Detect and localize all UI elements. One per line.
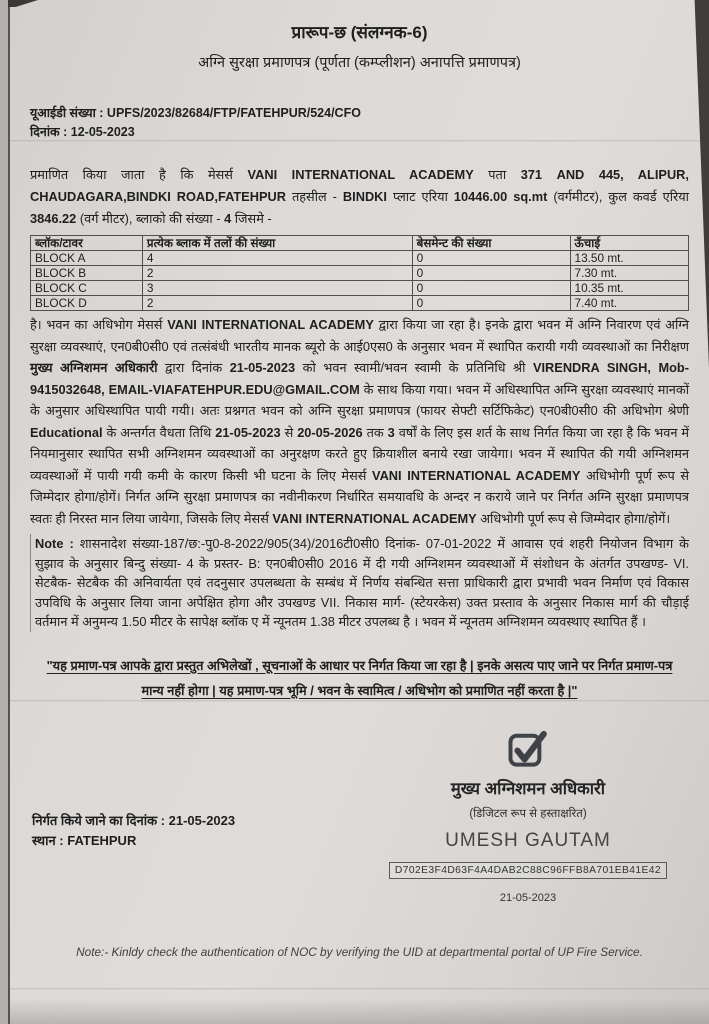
text-run: है। भवन का अधिभोग मेसर्स bbox=[30, 317, 168, 332]
table-cell: 10.35 mt. bbox=[570, 281, 688, 296]
text-run: द्वारा किया जा रहा है। इनके द्वारा भवन में अग्नि निवारण एवं अग्नि सुरक्षा व्यवस्थाएं, एन0बी0सी0 एवं तत्संबंधी भारतीय मानक ब्यूरो के आई0एस0 के अनुसार भवन में स्थापित करायी गयी व्यवस्थाओं का निरीक्षण bbox=[30, 317, 689, 354]
text-run: मुख्य अग्निशमन अधिकारी bbox=[30, 360, 158, 375]
digital-signature-check-icon bbox=[507, 727, 549, 769]
table-cell: 13.50 mt. bbox=[570, 251, 688, 266]
table-row bbox=[31, 296, 689, 311]
table-cell: 7.30 mt. bbox=[570, 266, 688, 281]
text-run: BINDKI bbox=[342, 189, 387, 204]
text-run: VANI INTERNATIONAL ACADEMY bbox=[371, 467, 581, 483]
text-run: प्लाट एरिया bbox=[386, 189, 454, 204]
blocks-table bbox=[30, 235, 689, 311]
table-cell: 0 bbox=[412, 281, 570, 296]
text-run: VANI INTERNATIONAL ACADEMY bbox=[272, 510, 477, 526]
text-run: को भवन स्वामी/भवन स्वामी के प्रतिनिधि श्री bbox=[295, 360, 533, 375]
signature-hash: D702E3F4D63F4A4DAB2C88C96FFB8A701EB41E42 bbox=[389, 862, 667, 879]
text-run: 20-05-2026 bbox=[297, 424, 363, 440]
text-run: 3 bbox=[387, 424, 395, 440]
text-run: के साथ किया गया। भवन में अधिस्थापित अग्नि सुरक्षा व्यवस्थाएं मानकों के अनुसार अधिस्थापित पायी गयी। अतः प्रश्नगत भवन को अग्नि सुरक्षा प्रमाणपत्र (फायर सेफ्टी सर्टिफिकेट) एन0बी0सी0 की अधिभोग श्रेणी bbox=[30, 381, 690, 418]
table-row bbox=[31, 266, 689, 281]
page-title: प्रारूप-छ (संलग्नक-6) bbox=[291, 23, 428, 42]
text-run: (वर्गमीटर), कुल कवर्ड एरिया bbox=[547, 189, 689, 204]
body-paragraph bbox=[30, 314, 689, 529]
signature-date: 21-05-2023 bbox=[499, 891, 557, 904]
paper-crease bbox=[0, 140, 709, 143]
text-run: Note : bbox=[35, 536, 80, 551]
table-cell: 0 bbox=[412, 251, 570, 266]
text-run: प्रमाणित किया जाता है कि मेसर्स bbox=[30, 167, 248, 182]
table-cell: 2 bbox=[142, 296, 412, 311]
page-subtitle: अग्नि सुरक्षा प्रमाणपत्र (पूर्णता (कम्प्लीशन) अनापत्ति प्रमाणपत्र) bbox=[198, 55, 521, 71]
officer-title: मुख्य अग्निशमन अधिकारी bbox=[450, 779, 606, 798]
bottom-section bbox=[30, 709, 689, 1009]
table-header-cell: बेसमेन्ट की संख्या bbox=[412, 236, 570, 251]
table-cell: 3 bbox=[142, 281, 412, 296]
table-body bbox=[31, 251, 689, 311]
table-cell: BLOCK C bbox=[31, 281, 143, 296]
text-run: के अन्तर्गत वैधता तिथि bbox=[102, 424, 216, 440]
table-header-cell: प्रत्येक ब्लाक में तलों की संख्या bbox=[142, 236, 412, 251]
issue-block bbox=[32, 811, 235, 851]
text-run: VANI INTERNATIONAL ACADEMY bbox=[167, 317, 374, 332]
photo-left-margin bbox=[0, 0, 8, 1024]
issued-on-line: निर्गत किये जाने का दिनांक : 21-05-2023 bbox=[32, 812, 236, 828]
meta-block bbox=[30, 104, 689, 142]
footer-note: Note:- Kinldy check the authentication of NOC by verifying the UID at departmental portal of UP Fire Service. bbox=[76, 944, 643, 959]
text-run: Educational bbox=[30, 424, 103, 440]
text-run: शासनादेश संख्या-187/छ:-पु0-8-2022/905(34)/2016टी0सी0 दिनांक- 07-01-2022 में आवास एवं शहरी नियोजन विभाग के सुझाव के अनुसार बिन्दु संख्या- 4 के प्रस्तर- B: एन0बी0सी0 2016 में दी गयी अग्निशमन व्यवस्थाओं में संशोधन के अंतर्गत उपखण्ड- VI. सेटबैक- सेटबैक की अनिवार्यता एवं तदनुसार उपलब्धता के सम्बंध में निर्णय संबन्धित सत्ता प्राधिकारी द्वारा प्रभावी भवन निर्माण एवं विकास उपविधि के अनुसार लिया जाना अपेक्षित होगा और उपखण्ड VII. निकास मार्ग- (स्टेयरकेस) उक्त प्रस्ताव के अनुसार निकास मार्ग की चौड़ाई वर्तमान में अनुमन्य 1.50 मीटर के सापेक्ष ब्लॉक ए में न्यूनतम 1.38 मीटर उपलब्ध है । भवन में न्यूनतम अग्निशमन व्यवस्थाए स्थापित हैं । bbox=[35, 536, 689, 629]
text-run: 3846.22 bbox=[30, 211, 77, 226]
text-run: 21-05-2023 bbox=[229, 360, 296, 375]
paper-bottom-shadow bbox=[0, 998, 709, 1024]
text-run: द्वारा दिनांक bbox=[157, 360, 230, 375]
text-run: (वर्ग मीटर), ब्लाको की संख्या - bbox=[76, 211, 225, 226]
text-run: अधिभोगी पूर्ण रूप से जिम्मेदार होगा/होगें। निर्गत अग्नि सुरक्षा प्रमाणपत्र का नवीनीकरण निर्धारित समयावधि के अन्दर न कराये जाने पर निर्गत अग्नि सुरक्षा प्रमाणपत्र स्वतः ही निरस्त मान लिया जायेगा, जिसके लिए मेसर्स bbox=[30, 467, 689, 526]
table-row bbox=[31, 251, 689, 266]
text-run: तहसील - bbox=[285, 189, 343, 204]
text-run: 10446.00 sq.mt bbox=[453, 189, 548, 204]
place-line: स्थान : FATEHPUR bbox=[32, 832, 137, 848]
text-run: से bbox=[280, 424, 298, 440]
text-run: 21-05-2023 bbox=[215, 424, 281, 440]
text-run: वर्षों के लिए इस शर्त के साथ निर्गत किया जा रहा है कि भवन में नियमानुसार स्थापित सभी अग्निशमन व्यवस्थाओं का अनुरक्षण करते हुए क्रियाशील बनाये रखा जायेगा। भवन में स्थापित की गयी अग्निशमन व्यवस्थाओं में पायी गयी कमी के कारण किसी भी घटना के लिए मेसर्स bbox=[30, 424, 690, 483]
signature-block bbox=[373, 727, 683, 904]
text-run: VIRENDRA SINGH, Mob- 9415032648, EMAIL-VIAFATEHPUR.EDU@GMAIL.COM bbox=[30, 360, 690, 397]
uid-line: यूआईडी संख्या : UPFS/2023/82684/FTP/FATEHPUR/524/CFO bbox=[30, 106, 361, 120]
issue-date-line: दिनांक : 12-05-2023 bbox=[30, 125, 135, 139]
officer-name: UMESH GAUTAM bbox=[445, 829, 611, 851]
certificate-page bbox=[10, 0, 709, 1024]
paper-left-edge bbox=[8, 0, 10, 1024]
table-cell: BLOCK D bbox=[31, 296, 143, 311]
text-run: पता bbox=[473, 167, 521, 182]
table-header-row bbox=[31, 236, 689, 251]
text-run: VANI INTERNATIONAL ACADEMY bbox=[247, 167, 474, 182]
text-run: 371 AND 445, ALIPUR, CHAUDAGARA,BINDKI ROAD,FATEHPUR bbox=[30, 167, 689, 204]
table-cell: 0 bbox=[412, 296, 570, 311]
table-cell: BLOCK B bbox=[31, 266, 143, 281]
digitally-signed-note: (डिजिटल रूप से हस्ताक्षरित) bbox=[469, 807, 587, 820]
declaration-text: "यह प्रमाण-पत्र आपके द्वारा प्रस्तुत अभिलेखों , सूचनाओं के आधार पर निर्गत किया जा रहा है | इनके असत्य पाए जाने पर निर्गत प्रमाण-पत्र मान्य नहीं होगा | यह प्रमाण-पत्र भूमि / भवन के स्वामित्व / अधिभोग को प्रमाणित नहीं करता है |" bbox=[46, 657, 673, 698]
text-run: तक bbox=[362, 424, 388, 440]
intro-paragraph bbox=[30, 164, 689, 230]
table-cell: BLOCK A bbox=[31, 251, 143, 266]
table-header-cell: ऊँचाई bbox=[570, 236, 688, 251]
paper-crease bbox=[0, 700, 709, 703]
table-cell: 7.40 mt. bbox=[570, 296, 688, 311]
table-cell: 4 bbox=[142, 251, 412, 266]
note-paragraph bbox=[30, 534, 689, 632]
table-cell: 0 bbox=[412, 266, 570, 281]
text-run: 4 bbox=[224, 211, 232, 226]
text-run: अधिभोगी पूर्ण रूप से जिम्मेदार होगा/होगें। bbox=[476, 510, 671, 526]
paper-crease bbox=[0, 988, 709, 991]
text-run: जिसमे - bbox=[231, 211, 272, 226]
table-row bbox=[31, 281, 689, 296]
table-cell: 2 bbox=[142, 266, 412, 281]
table-header-cell: ब्लॉक/टावर bbox=[31, 236, 143, 251]
